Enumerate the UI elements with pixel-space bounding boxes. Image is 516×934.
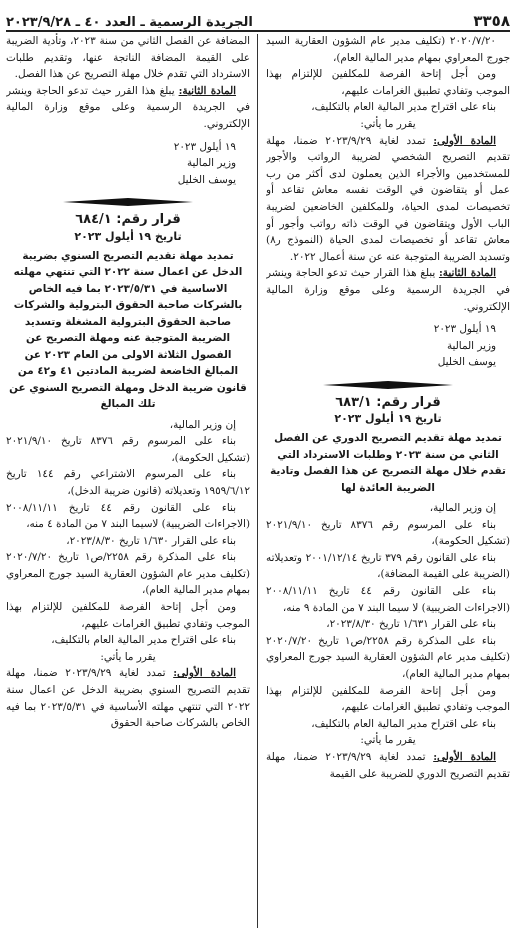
- text-line: بناء على القرار ١/٦٣١ تاريخ ٢٠٢٣/٨/٣٠،: [326, 618, 496, 631]
- left-column: [6, 33, 250, 929]
- article-text: يبلغ هذا القرر حيث تدعو الحاجة وينشر في الجريدة الرسمية وعلى موقع وزارة المالية الإلكتروني.: [6, 84, 250, 130]
- signature-block: [266, 321, 510, 371]
- column-divider: [257, 34, 258, 928]
- signature-date: ١٩ أيلول ٢٠٢٣: [433, 323, 496, 336]
- right-column: [266, 33, 510, 929]
- signature-name: يوسف الخليل: [177, 173, 236, 186]
- article-label: المادة الثانية:: [178, 84, 237, 97]
- article-paragraph: [266, 265, 510, 315]
- text-line: بناء على القانون رقم ٣٧٩ تاريخ ٢٠٠١/١٢/١٤ وتعديلاته (الضريبة على القيمة المضافة)،: [266, 551, 510, 581]
- text-line: بناء على المرسوم رقم ٨٣٧٦ تاريخ ٢٠٢١/٩/١٠ (تشكيل الحكومة)،: [266, 518, 510, 548]
- text-line: بناء على القانون رقم ٤٤ تاريخ ٢٠٠٨/١١/١١ (الاجراءات الضريبية) لا سيما البند ٧ من المادة ٩ منه،: [266, 585, 510, 614]
- text-line: ومن أجل إتاحة الفرصة للمكلفين للإلتزام بهذا الموجب وتفادي تطبيق الغرامات عليهم،: [266, 684, 510, 714]
- article-label: المادة الثانية:: [438, 267, 497, 280]
- text-line: إن وزير المالية،: [169, 418, 236, 431]
- text-line: ومن أجل إتاحة الفرصة للمكلفين للإلتزام بهذا الموجب وتفادي تطبيق الغرامات عليهم،: [266, 68, 510, 97]
- section-divider-ornament: [266, 381, 510, 389]
- article-paragraph: [266, 133, 510, 266]
- decision-number: قرار رقم: ٦٨٤/١: [75, 212, 181, 228]
- decision-number: قرار رقم: ٦٨٣/١: [335, 394, 441, 410]
- decree-phrase: يقرر ما يأتي:: [100, 650, 156, 663]
- text-line: بناء على المرسوم الاشتراعي رقم ١٤٤ تاريخ ١٩٥٩/٦/١٢ وتعديلاته (قانون ضريبة الدخل)،: [6, 468, 250, 497]
- signature-block: [6, 139, 250, 189]
- section-divider-ornament: [6, 198, 250, 206]
- page-number: ٣٣٥٨: [473, 12, 510, 30]
- article-paragraph: [266, 749, 510, 782]
- article-paragraph: [6, 665, 250, 731]
- text-line: بناء على القرار ١/٦٣٠ تاريخ ٢٠٢٣/٨/٣٠،: [66, 534, 236, 547]
- page-header: [6, 4, 510, 32]
- text-line: إن وزير المالية،: [429, 502, 496, 515]
- signature-title: وزير المالية: [186, 157, 236, 170]
- publication-title: الجريدة الرسمية ـ العدد ٤٠ ـ ٢٠٢٣/٩/٢٨: [6, 15, 253, 30]
- decision-date: تاريخ ١٩ أيلول ٢٠٢٣: [74, 229, 182, 243]
- signature-title: وزير المالية: [446, 339, 496, 352]
- decision-subject: تمديد مهلة تقديم التصريح الدوري عن الفصل الثاني من سنة ٢٠٢٣ وطلبات الاسترداد التي تقدم خلال مهلة التصريح عن هذا الفصل وتادية الضريبة العائدة لها: [270, 432, 506, 494]
- text-line: المضافة عن الفصل الثاني من سنة ٢٠٢٣، وتأدية الضريبة على القيمة المضافة الناتجة عنها، وتقديم طلبات الاسترداد التي تقدم خلال مهلة التصريح عن هذا الفصل.: [6, 35, 250, 81]
- article-label: المادة الأولى:: [433, 750, 496, 763]
- decision-header: [6, 212, 250, 245]
- decree-phrase: يقرر ما يأتي:: [360, 117, 416, 130]
- decision-subject: تمديد مهلة تقديم التصريح السنوي بضريبة الدخل عن اعمال سنة ٢٠٢٢ التي تنتهي مهلته الاساسية في ٢٠٢٣/٥/٣١ بما فيه الخاص بالشركات صاحبة الحقوق البترولية والشركات صاحبة الحقوق البترولية المشغلة وتسديد الضريبة المتوجبة عنه ومهلة التصريح عن الفصول الثلاثة الاولى من العام ٢٠٢٣ عن المبالغ الخاضعة لضريبة المادتين ٤١ و٤٢ من قانون ضريبة الدخل ومهلة التصريح السنوي عن تلك المبالغ: [9, 249, 247, 411]
- article-text: يبلغ هذا القرار حيث تدعو الحاجة وينشر في الجريدة الرسمية وعلى موقع وزارة المالية الإلكتروني.: [266, 267, 510, 313]
- article-label: المادة الأولى:: [173, 667, 236, 680]
- text-line: بناء على اقتراح مدير المالية العام بالتكليف،: [51, 634, 236, 647]
- text-line: بناء على المذكرة رقم ٢٢٥٨/ص١ تاريخ ٢٠٢٠/٧/٢٠ (تكليف مدير عام الشؤون العقارية السيد جورج المعراوي بمهام مدير المالية العام)،: [266, 634, 510, 680]
- article-text: تمدد لغاية ٢٠٢٣/٩/٢٩ ضمنا، مهلة تقديم التصريح الشخصي لضريبة الرواتب والأجور للمستخدمين والأجراء الذين يعملون لدى أكثر من رب عمل أو يتقاضون في الوقت نفسه معاش تقاعد أو تخصيصات لمدى الحياة، وللمكلفين الخاضعين لضريبة الباب الأول ويتقاضون في الوقت ذاته رواتب وأجور أو معاش تقاعد أو تخصيصات لمدى الحياة (النموذج ر٨) وتسديد الضريبة المتوجبة عنه عن سنة أعمال ٢٠٢٢.: [266, 134, 510, 263]
- signature-date: ١٩ أيلول ٢٠٢٣: [173, 140, 236, 153]
- text-line: بناء على القانون رقم ٤٤ تاريخ ٢٠٠٨/١١/١١ (الاجراءات الضريبية) لاسيما البند ٧ من المادة ٤ منه،: [6, 501, 250, 531]
- text-line: بناء على اقتراح مدير المالية العام بالتكليف،: [311, 717, 496, 730]
- text-line: بناء على اقتراح مدير المالية العام بالتكليف،: [311, 101, 496, 114]
- text-line: ٢٠٢٠/٧/٢٠ (تكليف مدير عام الشؤون العقارية السيد جورج المعراوي بمهام مدير المالية العام)،: [266, 35, 510, 64]
- decision-date: تاريخ ١٩ أيلول ٢٠٢٣: [334, 412, 442, 426]
- article-text: تمدد لغاية ٢٠٢٣/٩/٢٩ ضمنا، مهلة تقديم التصريح السنوي بضريبة الدخل عن اعمال سنة ٢٠٢٢ التي تنتهي مهلته الأساسية في ٢٠٢٣/٥/٣١ بما فيه الخاص بالشركات صاحبة الحقوق: [6, 667, 250, 730]
- decree-phrase: يقرر ما يأتي:: [360, 734, 416, 747]
- decision-header: [266, 395, 510, 428]
- signature-name: يوسف الخليل: [437, 356, 496, 369]
- article-paragraph: [6, 83, 250, 133]
- text-line: بناء على المذكرة رقم ٢٢٥٨/ص١ تاريخ ٢٠٢٠/٧/٢٠ (تكليف مدير عام الشؤون العقارية السيد جورج المعراوي بمهام مدير المالية العام)،: [6, 551, 250, 597]
- text-line: بناء على المرسوم رقم ٨٣٧٦ تاريخ ٢٠٢١/٩/١٠ (تشكيل الحكومة)،: [6, 435, 250, 464]
- text-line: ومن أجل إتاحة الفرصة للمكلفين للإلتزام بهذا الموجب وتفادي تطبيق الغرامات عليهم،: [6, 601, 250, 630]
- article-text: تمدد لغاية ٢٠٢٣/٩/٢٩ ضمنا، مهلة تقديم التصريح الدوري للضريبة على القيمة: [266, 750, 510, 780]
- article-label: المادة الأولى:: [433, 134, 496, 147]
